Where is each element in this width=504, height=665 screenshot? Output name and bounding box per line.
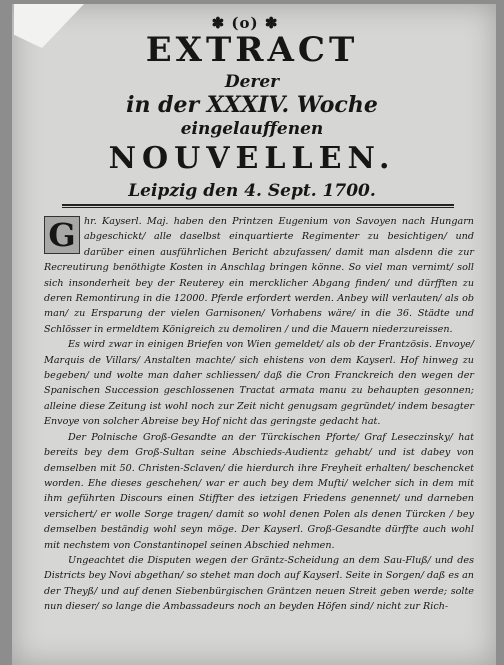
paragraph-1-text: hr. Kayserl. Maj. haben den Printzen Eugenium von Savoyen nach Hungarn abgeschickt/ alle daselbst einquartierte Regimenter zu besichtigen/ und darüber einen ausführlichen Bericht abzufassen/ damit man alsdenn die zur Recreutirung benöthigte Kosten in Anschlag bringen könne. So viel man vernimt/ soll sich insonderheit bey der Reuterey ein mercklicher Abgang finden/ und dürfften zu deren Remontirung in die 12000. Pferde erfordert werden. Anbey will verlauten/ als ob man/ zu Ersparung der vielen Garnisonen/ Vorhabens wäre/ in die 36. Städte und Schlösser in ermeldtem Königreich zu demoliren / und die Mauern niederzureissen. bbox=[44, 216, 474, 335]
drop-cap: G bbox=[44, 216, 80, 254]
title-week: in der XXXIV. Woche bbox=[126, 92, 378, 118]
title-derer: Derer bbox=[224, 72, 280, 92]
article-body bbox=[44, 214, 474, 615]
paragraph-1 bbox=[44, 214, 474, 337]
title-eingelauffenen: eingelauffenen bbox=[180, 119, 324, 139]
paragraph-4: Ungeachtet die Disputen wegen der Gräntz-Scheidung an dem Sau-Fluß/ und des Districts bey Novi abgethan/ so stehet man doch auf Kayserl. Seite in Sorgen/ daß es an der Theyß/ und auf denen Siebenbürgischen Gräntzen neuen Streit geben werde; solte nun dieser/ so lange die Ambassadeurs noch an beyden Höfen sind/ nicht zur Rich- bbox=[44, 554, 474, 613]
paragraph-2: Es wird zwar in einigen Briefen von Wien gemeldet/ als ob der Frantzösis. Envoye/ Marquis de Villars/ Anstalten machte/ sich ehistens von dem Kayserl. Hof hinweg zu begeben/ und wolte man daher schliessen/ daß die Cron Franckreich den wegen der Spanischen Succession geschlossenen Tractat armata manu zu behaupten gesonnen; alleine diese Zeitung ist wohl noch zur Zeit nicht genugsam gegründet/ indem besagter Envoye von solcher Abreise bey Hof nicht das geringste gedacht hat. bbox=[44, 339, 474, 428]
header-rule bbox=[62, 204, 454, 206]
header-rule-thin bbox=[62, 207, 454, 208]
paragraph-3: Der Polnische Groß-Gesandte an der Türckischen Pforte/ Graf Leseczinsky/ hat bereits bey dem Groß-Sultan seine Abschieds-Audientz gehabt/ und ist dabey von demselben mit 50. Christen-Sclaven/ die hierdurch ihre Freyheit erhalten/ beschencket worden. Ehe dieses geschehen/ war er auch bey dem Mufti/ welcher sich in dem mit ihm geführten Discours einen Stiffter des ietzigen Friedens genennet/ und darneben versichert/ er wolle Sorge tragen/ damit so wohl denen Polen als denen Türcken / bey demselben beständig wohl seyn möge. Der Kayserl. Groß-Gesandte dürffte auch wohl mit nechstem von Constantinopel seinen Abschied nehmen. bbox=[44, 431, 474, 551]
header-ornament: ✽ (o) ✽ bbox=[211, 14, 279, 32]
title-nouvellen: NOUVELLEN. bbox=[108, 141, 396, 176]
title-extract: EXTRACT bbox=[145, 30, 359, 70]
dateline: Leipzig den 4. Sept. 1700. bbox=[128, 181, 376, 201]
